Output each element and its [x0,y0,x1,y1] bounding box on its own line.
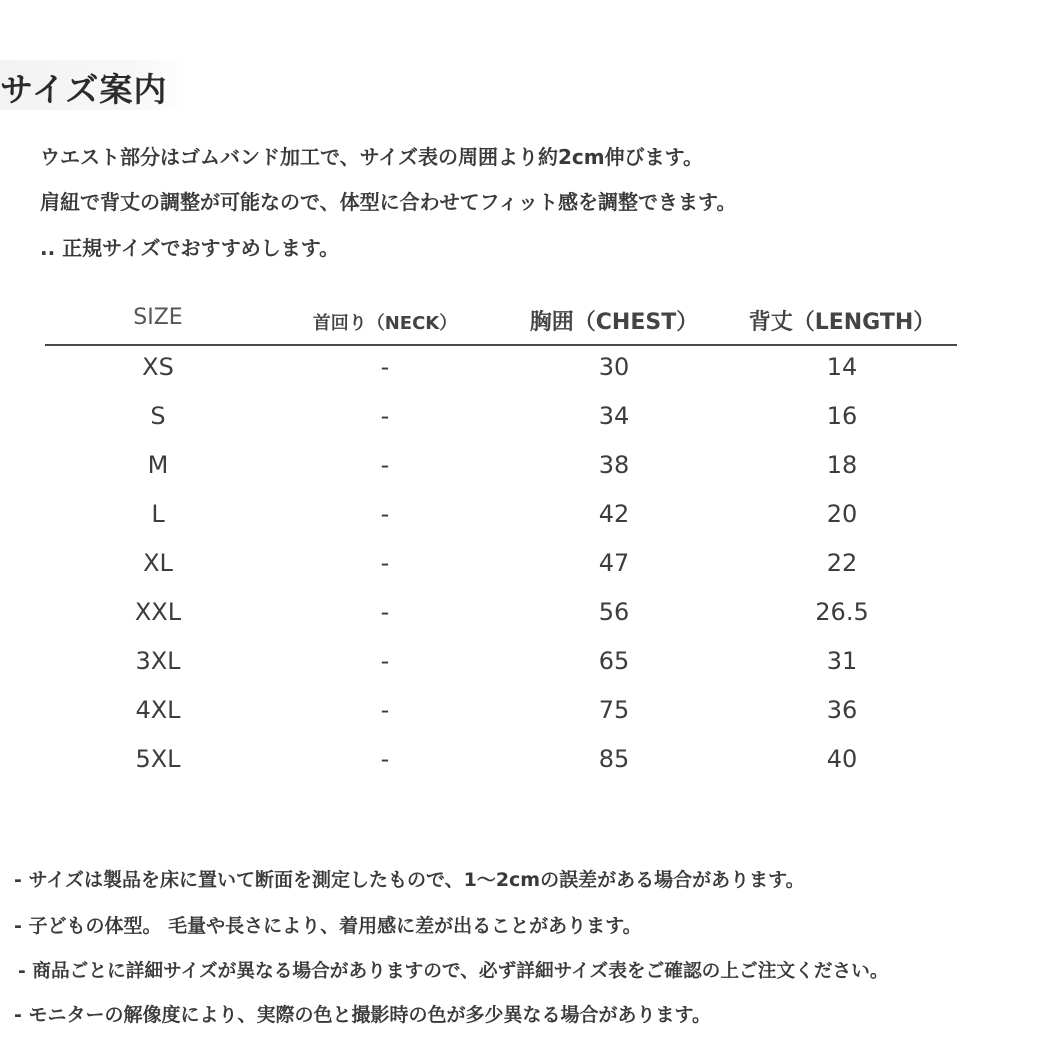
neck-cell: - [380,353,390,381]
size-cell: S [150,402,166,430]
chest-cell: 65 [598,647,630,675]
chest-cell: 38 [598,451,630,479]
neck-cell: - [380,549,390,577]
length-cell: 14 [826,353,858,381]
table-row [0,598,1057,638]
note-monitor-color: - モニターの解像度により、実際の色と撮影時の色が多少異なる場合があります。 [14,1004,711,1026]
note-body-type: - 子どもの体型。 毛量や長さにより、着用感に差が出ることがあります。 [14,915,642,937]
intro-line-recommend: .. 正規サイズでおすすめします。 [40,236,340,260]
intro-line-strap: 肩紐で背丈の調整が可能なので、体型に合わせてフィット感を調整できます。 [40,190,737,214]
length-cell: 26.5 [815,598,869,626]
chest-cell: 56 [598,598,630,626]
chest-cell: 75 [598,696,630,724]
size-cell: 3XL [135,647,181,675]
table-row [0,353,1057,393]
intro-line-waist: ウエスト部分はゴムバンド加工で、サイズ表の周囲より約2cm伸びます。 [40,145,704,169]
length-cell: 31 [826,647,858,675]
length-cell: 22 [826,549,858,577]
neck-cell: - [380,647,390,675]
table-row [0,745,1057,785]
neck-cell: - [380,451,390,479]
length-cell: 16 [826,402,858,430]
chest-cell: 42 [598,500,630,528]
note-check-size-chart: - 商品ごとに詳細サイズが異なる場合がありますので、必ず詳細サイズ表をご確認の上ご注文ください。 [18,961,889,982]
chest-cell: 30 [598,353,630,381]
length-cell: 18 [826,451,858,479]
neck-cell: - [380,402,390,430]
length-cell: 40 [826,745,858,773]
neck-cell: - [380,598,390,626]
table-row [0,696,1057,736]
neck-cell: - [380,745,390,773]
header-divider [45,344,957,346]
column-header-length: 背丈（LENGTH） [748,310,936,335]
table-row [0,500,1057,540]
table-row [0,549,1057,589]
size-cell: L [151,500,165,528]
size-cell: 5XL [135,745,181,773]
column-header-neck: 首回り（NECK） [312,313,458,334]
size-cell: M [147,451,169,479]
page-title: サイズ案内 [0,70,168,109]
note-measurement-error: - サイズは製品を床に置いて断面を測定したもので、1～2cmの誤差がある場合があります。 [14,869,805,891]
neck-cell: - [380,500,390,528]
chest-cell: 34 [598,402,630,430]
size-cell: 4XL [135,696,181,724]
size-cell: XL [143,549,173,577]
table-row [0,647,1057,687]
column-header-size: SIZE [133,305,183,330]
column-header-chest: 胸囲（CHEST） [529,310,699,335]
chest-cell: 85 [598,745,630,773]
neck-cell: - [380,696,390,724]
table-row [0,402,1057,442]
size-cell: XS [142,353,174,381]
chest-cell: 47 [598,549,630,577]
length-cell: 20 [826,500,858,528]
size-cell: XXL [134,598,182,626]
table-row [0,451,1057,491]
length-cell: 36 [826,696,858,724]
